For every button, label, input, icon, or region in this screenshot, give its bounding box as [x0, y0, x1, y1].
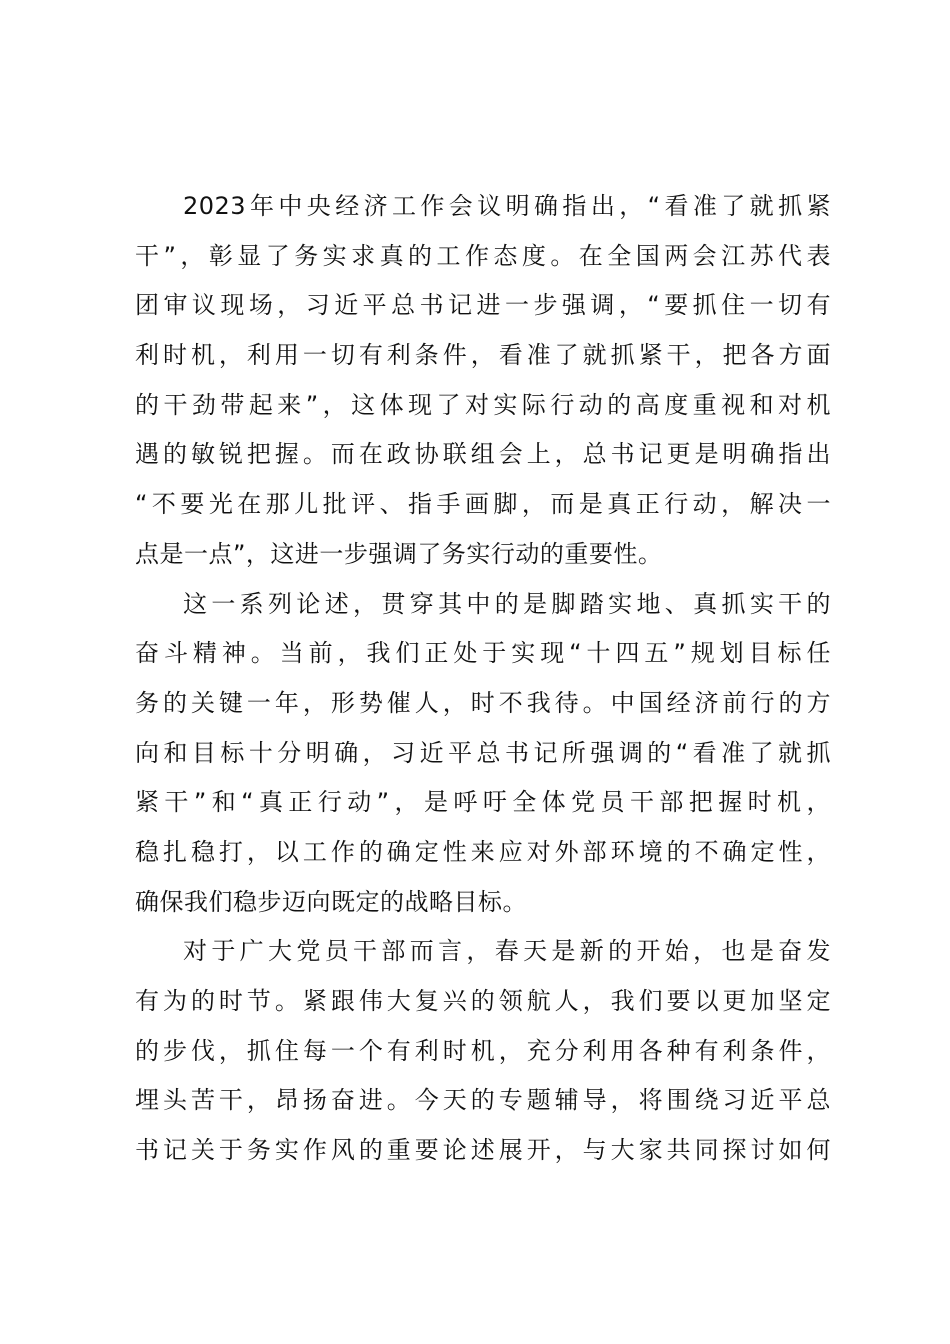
text-line: 遇的敏锐把握。而在政协联组会上，总书记更是明确指出: [135, 440, 831, 469]
text-line: 奋斗精神。当前，我们正处于实现“十四五”规划目标任: [135, 639, 831, 668]
document-body: [135, 182, 831, 1176]
text-line: 的步伐，抓住每一个有利时机，充分利用各种有利条件，: [135, 1036, 831, 1065]
text-line: 这一系列论述，贯穿其中的是脚踏实地、真抓实干的: [183, 589, 831, 618]
text-line: “不要光在那儿批评、指手画脚，而是真正行动，解决一: [135, 490, 831, 519]
text-line: 有为的时节。紧跟伟大复兴的领航人，我们要以更加坚定: [135, 987, 831, 1015]
text-line: 稳扎稳打，以工作的确定性来应对外部环境的不确定性，: [135, 837, 831, 866]
text-line: 2023年中央经济工作会议明确指出，“看准了就抓紧: [183, 192, 831, 220]
text-line: 对于广大党员干部而言，春天是新的开始，也是奋发: [183, 937, 831, 966]
paragraph-2: [135, 580, 831, 928]
text-line: 团审议现场，习近平总书记进一步强调，“要抓住一切有: [135, 291, 831, 320]
text-line: 利时机，利用一切有利条件，看准了就抓紧干，把各方面: [135, 341, 831, 370]
text-line: 确保我们稳步迈向既定的战略目标。: [135, 887, 527, 916]
text-line: 务的关键一年，形势催人，时不我待。中国经济前行的方: [135, 688, 831, 717]
paragraph-3: [135, 927, 831, 1175]
text-line: 的干劲带起来”，这体现了对实际行动的高度重视和对机: [135, 390, 831, 419]
text-line: 向和目标十分明确，习近平总书记所强调的“看准了就抓: [135, 738, 831, 767]
text-line: 埋头苦干，昂扬奋进。今天的专题辅导，将围绕习近平总: [135, 1086, 831, 1115]
text-line: 点是一点”，这进一步强调了务实行动的重要性。: [135, 539, 663, 568]
text-line: 干”，彰显了务实求真的工作态度。在全国两会江苏代表: [135, 241, 831, 270]
text-line: 紧干”和“真正行动”，是呼吁全体党员干部把握时机，: [135, 788, 831, 817]
text-line: 书记关于务实作风的重要论述展开，与大家共同探讨如何: [135, 1136, 831, 1165]
paragraph-1: [135, 182, 831, 580]
